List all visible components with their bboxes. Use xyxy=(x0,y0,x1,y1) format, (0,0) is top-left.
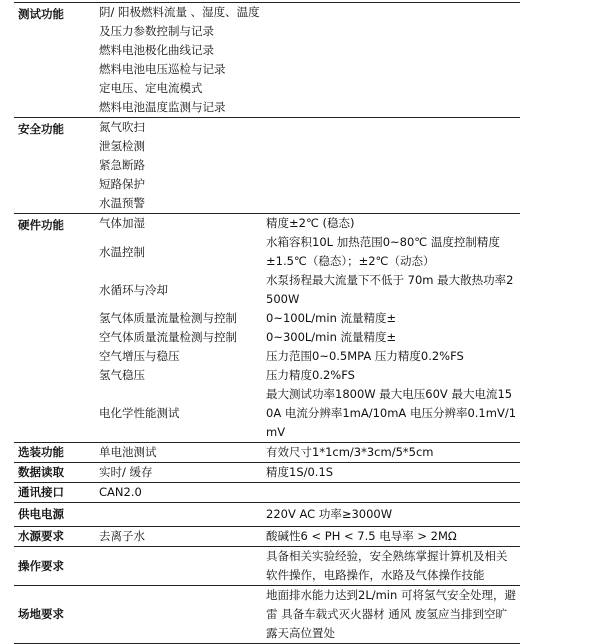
feature-cell: 单电池测试 xyxy=(95,443,262,463)
spec-cell: 精度1S/0.1S xyxy=(262,463,520,483)
feature-cell xyxy=(95,547,262,586)
table-row xyxy=(14,527,520,547)
spec-cell: 0~300L/min 流量精度± xyxy=(266,330,397,344)
category-cell: 安全功能 xyxy=(14,118,95,214)
spec-cell: 0~100L/min 流量精度± xyxy=(266,311,397,325)
spec-cell: 有效尺寸1*1cm/3*3cm/5*5cm xyxy=(262,443,520,463)
spec-cell: 具备相关实验经验，安全熟练掌握计算机及相关软件操作，电路操作，水路及气体操作技能 xyxy=(262,547,520,586)
table-row xyxy=(14,214,520,234)
feature-cell: 短路保护 xyxy=(99,177,145,191)
spec-cell: 压力精度0.2%FS xyxy=(266,368,355,382)
spec-table xyxy=(14,2,520,644)
spec-cell: 精度±2℃ (稳态) xyxy=(262,214,520,234)
feature-cell: 去离子水 xyxy=(95,527,262,547)
table-row xyxy=(14,483,520,503)
feature-cell: 燃料电池电压巡检与记录 xyxy=(99,62,226,76)
table-row xyxy=(14,547,520,586)
spec-cell: 水泵扬程最大流量下不低于 70m 最大散热功率2500W xyxy=(266,273,514,306)
feature-cell xyxy=(95,586,262,644)
category-cell: 供电电源 xyxy=(14,503,95,527)
feature-cell: 氢气体质量流量检测与控制 xyxy=(99,311,237,325)
feature-cell: 燃料电池温度监测与记录 xyxy=(99,100,226,114)
feature-cell: CAN2.0 xyxy=(95,483,262,503)
feature-cell: 氮气吹扫 xyxy=(95,118,520,138)
feature-cell: 燃料电池极化曲线记录 xyxy=(99,43,214,57)
table-row xyxy=(14,463,520,483)
spec-cell xyxy=(262,483,520,503)
table-row xyxy=(14,118,520,138)
category-cell: 数据读取 xyxy=(14,463,95,483)
category-cell: 场地要求 xyxy=(14,586,95,644)
category-cell: 硬件功能 xyxy=(14,214,95,443)
feature-cell: 水温控制 xyxy=(99,244,145,259)
table-row xyxy=(14,3,520,42)
feature-cell: 电化学性能测试 xyxy=(99,406,180,420)
spec-cell: 水箱容积10L 加热范围0~80℃ 温度控制精度±1.5℃（稳态）；±2℃（动态） xyxy=(266,235,500,268)
category-cell: 操作要求 xyxy=(14,547,95,586)
table-row xyxy=(14,503,520,527)
feature-cell xyxy=(95,503,262,527)
spec-cell: 220V AC 功率≥3000W xyxy=(262,503,520,527)
spec-cell: 最大测试功率1800W 最大电压60V 最大电流150A 电流分辨率1mA/10mA 电压分辨率0.1mV/1mV xyxy=(266,387,517,439)
feature-cell: 水循环与冷却 xyxy=(99,282,168,297)
feature-cell: 氢气稳压 xyxy=(99,368,145,382)
feature-cell: 水温预警 xyxy=(99,196,145,210)
feature-cell: 空气体质量流量检测与控制 xyxy=(99,330,237,344)
feature-cell: 气体加湿 xyxy=(95,214,262,234)
feature-cell: 紧急断路 xyxy=(99,158,145,172)
feature-cell: 阴/ 阳极燃料流量 、湿度、温度及压力参数控制与记录 xyxy=(95,3,520,42)
category-cell: 测试功能 xyxy=(14,3,95,118)
category-cell: 通讯接口 xyxy=(14,483,95,503)
spec-cell: 压力范围0~0.5MPA 压力精度0.2%FS xyxy=(266,349,464,363)
feature-cell: 空气增压与稳压 xyxy=(99,349,180,363)
table-row xyxy=(14,443,520,463)
feature-cell: 定电压、定电流模式 xyxy=(99,81,203,95)
table-row xyxy=(14,586,520,644)
feature-cell: 泄氢检测 xyxy=(99,139,145,153)
category-cell: 选装功能 xyxy=(14,443,95,463)
category-cell: 水源要求 xyxy=(14,527,95,547)
spec-cell: 地面排水能力达到2L/min 可将氢气安全处理，避雷 具备车载式灭火器材 通风 废氢应当排到空旷露天高位置处 xyxy=(262,586,520,644)
spec-cell: 酸碱性6 < PH < 7.5 电导率 > 2MΩ xyxy=(262,527,520,547)
feature-cell: 实时/ 缓存 xyxy=(95,463,262,483)
spec-table-container xyxy=(14,2,520,644)
